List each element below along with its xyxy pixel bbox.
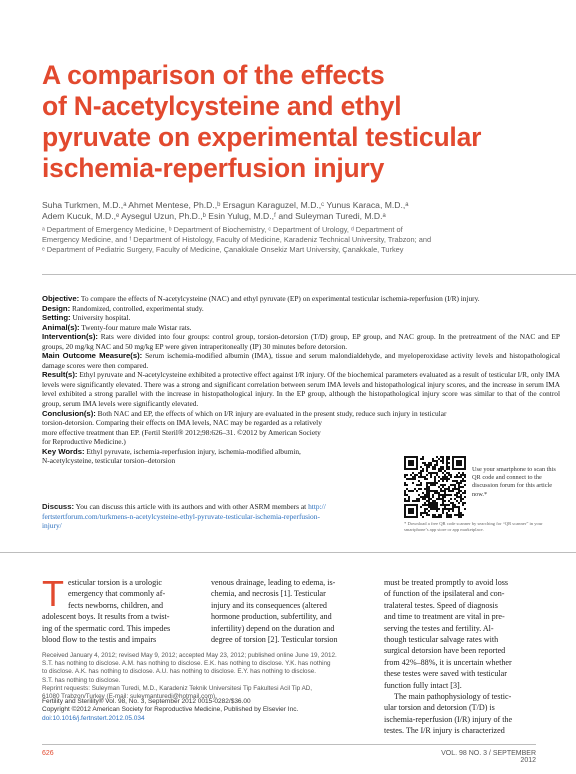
body-line: from 42%–88%, it is uncertain whether	[384, 657, 512, 667]
abstract-outcome: Main Outcome Measure(s): Serum ischemia-modified albumin (IMA), tissue and serum malondialdehyde, and myeloperoxidase activity levels and histopathological damage scores were then compared.	[42, 351, 561, 370]
qr-code-icon	[404, 456, 466, 518]
body-line: testes. The I/R injury is characterized	[384, 726, 505, 736]
body-line: ischemia-reperfusion (I/R) injury of the	[384, 714, 513, 724]
discuss-link[interactable]: fertstertforum.com/turkmens-n-acetylcysteine-ethyl-pyruvate-testicular-ischemia-reperfusion-	[42, 511, 320, 521]
body-column-1	[42, 573, 197, 645]
body-line: of function of the ipsilateral and con-	[384, 589, 505, 599]
abstract-interventions: Intervention(s): Rats were divided into four groups: control group, torsion-detorsion (T/D) group, EP group, and NAC group. In the pretreatment of the NAC and EP groups, 20 mg/kg NAC and 50 mg/kg EP were given intraperitoneally (IP) 30 minutes before detorsion.	[42, 332, 560, 351]
body-line: surgical detorsion have been reported	[384, 646, 506, 656]
body-line: esticular torsion is a urologic	[68, 578, 162, 587]
qr-footnote: * Download a free QR code scanner by searching for “QR scanner” in your smartphone’s app store or app marketplace.	[404, 521, 543, 532]
body-line: degree of torsion [2]. Testicular torsion	[211, 635, 338, 645]
abstract	[42, 294, 560, 466]
discuss-link[interactable]: http://	[308, 502, 326, 511]
abstract-objective: Objective: To compare the effects of N-acetylcysteine (NAC) and ethyl pyruvate (EP) on experimental testicular ischemia-reperfusion (I/R) injury.	[42, 294, 480, 303]
author-line: Suha Turkmen, M.D.,ᵃ Ahmet Mentese, Ph.D.,ᵇ Ersagun Karaguzel, M.D.,ᶜ Yunus Karaca, M.D.,ᵃ	[42, 200, 409, 210]
abstract-results: Result(s): Ethyl pyruvate and N-acetylcysteine exhibited a protective effect against I/R injury. Of the biochemical parameters evaluated as a result of testicular I/R, only IMA levels were significantly elevated. There was a strong and significant correlation between serum IMA levels and histopathological injury scores, and the increase in serum IMA level exhibited a strong parallel with the increase in histopathological injury. In the EP group, although the histopathological injury score was similar to that of the control group, serum IMA levels were significantly elevated.	[42, 370, 560, 409]
body-line: infertility) depend on the duration and	[211, 623, 335, 633]
body-column-3	[384, 577, 536, 737]
body-line: The main pathophysiology of testic-	[394, 692, 512, 702]
body-line: serving the testes and fertility. Al-	[384, 623, 494, 633]
note-line: Reprint requests: Suleyman Turedi, M.D., Karadeniz Teknik Universitesi Tip Fakultesi Acil Tip AD,	[42, 684, 313, 692]
body-line: ing of the spermatic cord. This impedes	[42, 623, 171, 633]
abstract-animals: Animal(s): Twenty-four mature male Wistar rats.	[42, 322, 192, 332]
author-list	[42, 200, 562, 222]
title-line: pyruvate on experimental testicular	[42, 122, 482, 152]
note-line: S.T. has nothing to disclose.	[42, 676, 121, 684]
body-line: and time to treatment are vital in pre-	[384, 612, 505, 622]
title-line: ischemia-reperfusion injury	[42, 153, 385, 183]
divider	[0, 552, 576, 553]
body-line: tralateral testes. Speed of diagnosis	[384, 600, 498, 610]
body-line: though testicular salvage rates with	[384, 635, 499, 645]
title-line: A comparison of the effects	[42, 60, 385, 90]
note-line: Received January 4, 2012; revised May 9, 2012; accepted May 23, 2012; published online June 19, 2012.	[42, 652, 337, 659]
discuss-label: Discuss:	[42, 502, 75, 511]
body-line: adolescent boys. It results from a twist-	[42, 612, 170, 622]
body-line: ular torsion and detorsion (T/D) is	[384, 703, 495, 713]
page-number: 626	[42, 750, 54, 757]
affiliation-line: ᵉ Department of Pediatric Surgery, Faculty of Medicine, Çanakkale Onsekiz Mart University, Çanakkale, Turkey	[42, 245, 404, 254]
discuss-link[interactable]: injury/	[42, 521, 62, 531]
note-line: 61080 Trabzon/Turkey (E-mail: suleymanturedi@hotmail.com).	[42, 693, 217, 701]
author-line: Adem Kucuk, M.D.,ᵉ Aysegul Uzun, Ph.D.,ᵇ Esin Yulug, M.D.,ᶠ and Suleyman Turedi, M.D.ᵃ	[42, 211, 386, 221]
publication-line: Copyright ©2012 American Society for Reproductive Medicine, Published by Elsevier Inc.	[42, 706, 299, 714]
body-line: blood flow to the testis and impairs	[42, 635, 157, 645]
discuss-text: You can discuss this article with its authors and with other ASRM members at	[75, 502, 307, 511]
article-notes	[42, 652, 368, 701]
body-line: function fully intact [3].	[384, 680, 462, 690]
body-line: chemia, and necrosis [1]. Testicular	[211, 589, 326, 599]
body-line: hormone production, subfertility, and	[211, 612, 332, 622]
volume-info: VOL. 98 NO. 3 / SEPTEMBER 2012	[441, 750, 536, 764]
body-line: injury and its consequences (altered	[211, 600, 327, 610]
article-title	[42, 60, 552, 184]
abstract-keywords: Key Words: Ethyl pyruvate, ischemia-reperfusion injury, ischemia-modified albumin, N-acetylcysteine, testicular torsion–detorsion	[42, 446, 301, 466]
affiliation-line: ᵃ Department of Emergency Medicine, ᵇ Department of Biochemistry, ᶜ Department of Urology, ᵈ Department of	[42, 225, 403, 234]
doi-link[interactable]: doi:10.1016/j.fertnstert.2012.05.034	[42, 714, 145, 722]
qr-instructions: Use your smartphone to scan this QR code and connect to the discussion forum for this article now.*	[472, 466, 556, 498]
abstract-conclusions: Conclusion(s): Both NAC and EP, the effects of which on I/R injury are evaluated in the present study, reduce such injury in testicular torsion-detorsion. Comparing their effects on IMA levels, NAC may be regarded as a relatively more effective treatment than EP. (Fertil Steril® 2012;98:626–31. ©2012 by American Society for Reproductive Medicine.)	[42, 408, 447, 447]
abstract-setting: Setting: University hospital.	[42, 313, 131, 323]
body-line: emergency that commonly af-	[68, 589, 166, 599]
publication-line: Fertility and Sterility® Vol. 98, No. 3, September 2012 0015-0282/$36.00	[42, 698, 251, 705]
drop-cap: T	[42, 573, 64, 614]
body-line: venous drainage, leading to edema, is-	[211, 578, 336, 587]
title-line: of N-acetylcysteine and ethyl	[42, 91, 402, 121]
note-line: S.T. has nothing to disclose. A.M. has nothing to disclose. E.K. has nothing to disclose. Y.K. has nothing	[42, 660, 331, 668]
divider	[42, 744, 536, 745]
body-column-2	[211, 577, 369, 645]
publication-info	[42, 698, 368, 723]
body-line: these testes were saved with testicular	[384, 669, 507, 679]
qr-code[interactable]	[404, 456, 466, 518]
discuss-section	[42, 502, 394, 531]
abstract-design: Design: Randomized, controlled, experimental study.	[42, 303, 204, 313]
affiliation-line: Emergency Medicine, and ᶠ Department of Histology, Faculty of Medicine, Karadeniz Technical University, Trabzon; and	[42, 235, 432, 244]
note-line: to disclose. A.K. has nothing to disclose. A.U. has nothing to disclose. E.Y. has nothing to disclose.	[42, 668, 316, 676]
body-line: must be treated promptly to avoid loss	[384, 578, 509, 587]
affiliations	[42, 225, 562, 255]
body-line: fects newborns, children, and	[68, 600, 164, 610]
divider	[42, 274, 576, 275]
